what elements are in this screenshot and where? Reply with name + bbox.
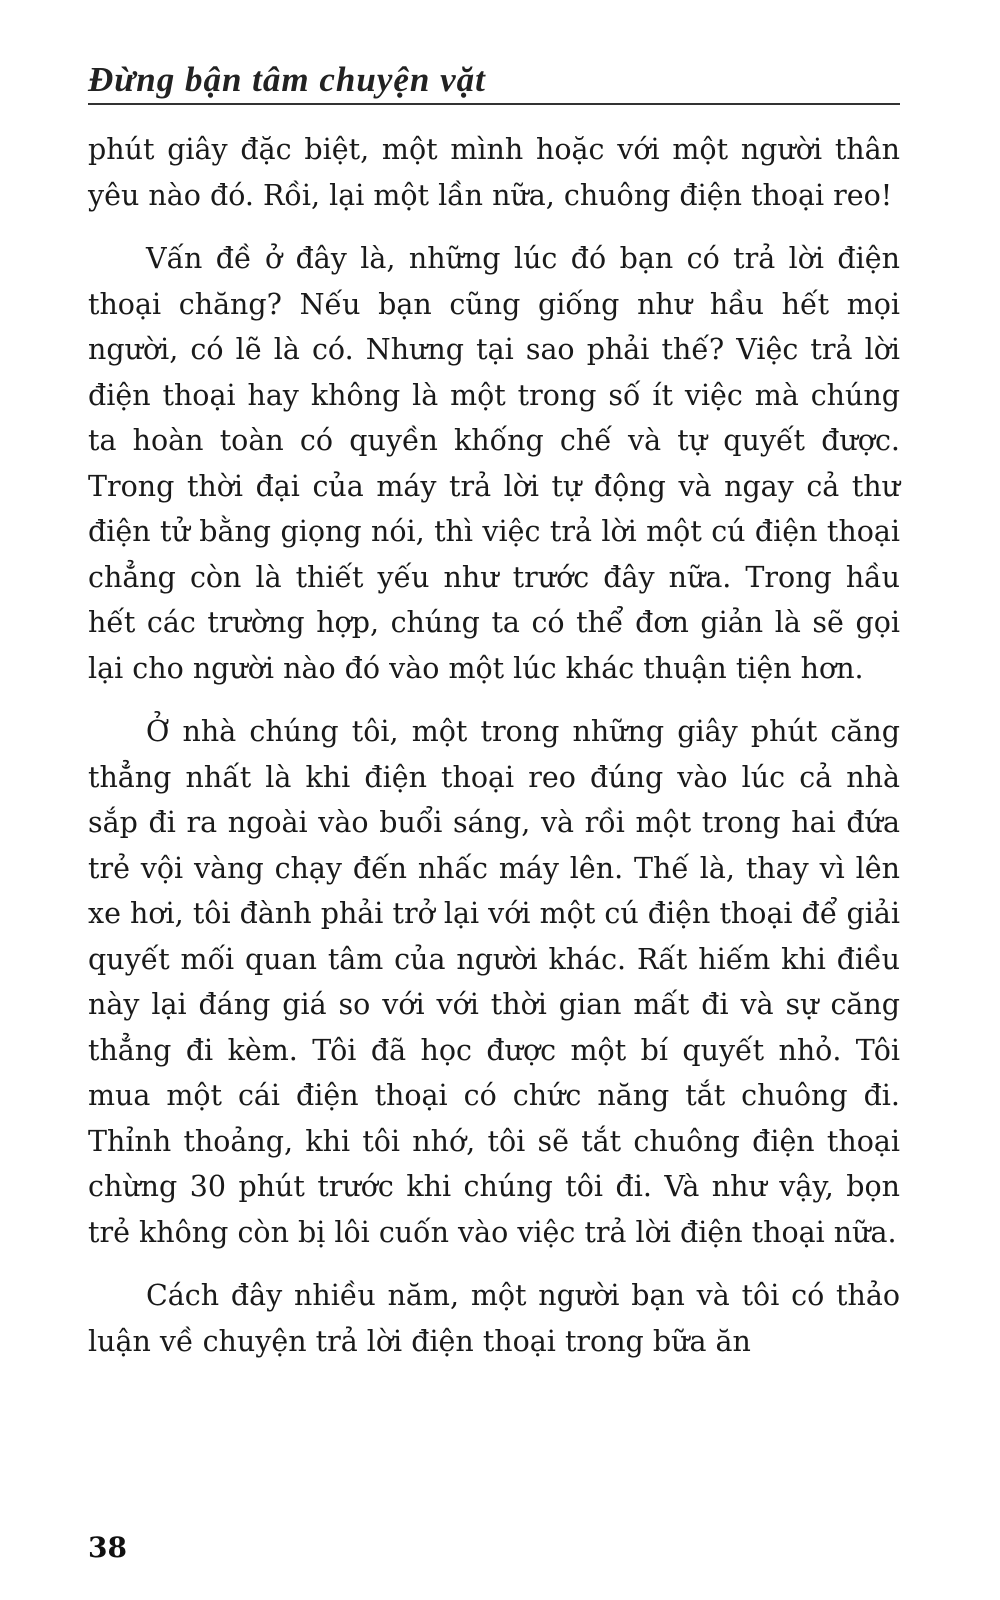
paragraph: Cách đây nhiều năm, một người bạn và tôi có thảo luận về chuyện trả lời điện thoại trong bữa ăn (88, 1279, 900, 1358)
paragraph-continuation: phút giây đặc biệt, một mình hoặc với một người thân yêu nào đó. Rồi, lại một lần nữa, chuông điện thoại reo! (88, 133, 900, 212)
running-header-title: Đừng bận tâm chuyện vặt (88, 60, 486, 99)
paragraph: Vấn đề ở đây là, những lúc đó bạn có trả lời điện thoại chăng? Nếu bạn cũng giống như hầu hết mọi người, có lẽ là có. Nhưng tại sao phải thế? Việc trả lời điện thoại hay không là một trong số ít việc mà chúng ta hoàn toàn có quyền khống chế và tự quyết được. Trong thời đại của máy trả lời tự động và ngay cả thư điện tử bằng giọng nói, thì việc trả lời một cú điện thoại chẳng còn là thiết yếu như trước đây nữa. Trong hầu hết các trường hợp, chúng ta có thể đơn giản là sẽ gọi lại cho người nào đó vào một lúc khác thuận tiện hơn. (88, 242, 900, 685)
body-text (88, 127, 900, 1382)
paragraph: Ở nhà chúng tôi, một trong những giây phút căng thẳng nhất là khi điện thoại reo đúng vào lúc cả nhà sắp đi ra ngoài vào buổi sáng, và rồi một trong hai đứa trẻ vội vàng chạy đến nhấc máy lên. Thế là, thay vì lên xe hơi, tôi đành phải trở lại với một cú điện thoại để giải quyết mối quan tâm của người khác. Rất hiếm khi điều này lại đáng giá so với với thời gian mất đi và sự căng thẳng đi kèm. Tôi đã học được một bí quyết nhỏ. Tôi mua một cái điện thoại có chức năng tắt chuông đi. Thỉnh thoảng, khi tôi nhớ, tôi sẽ tắt chuông điện thoại chừng 30 phút trước khi chúng tôi đi. Và như vậy, bọn trẻ không còn bị lôi cuốn vào việc trả lời điện thoại nữa. (88, 715, 900, 1249)
header-divider (88, 103, 900, 105)
page-number: 38 (88, 1531, 127, 1564)
